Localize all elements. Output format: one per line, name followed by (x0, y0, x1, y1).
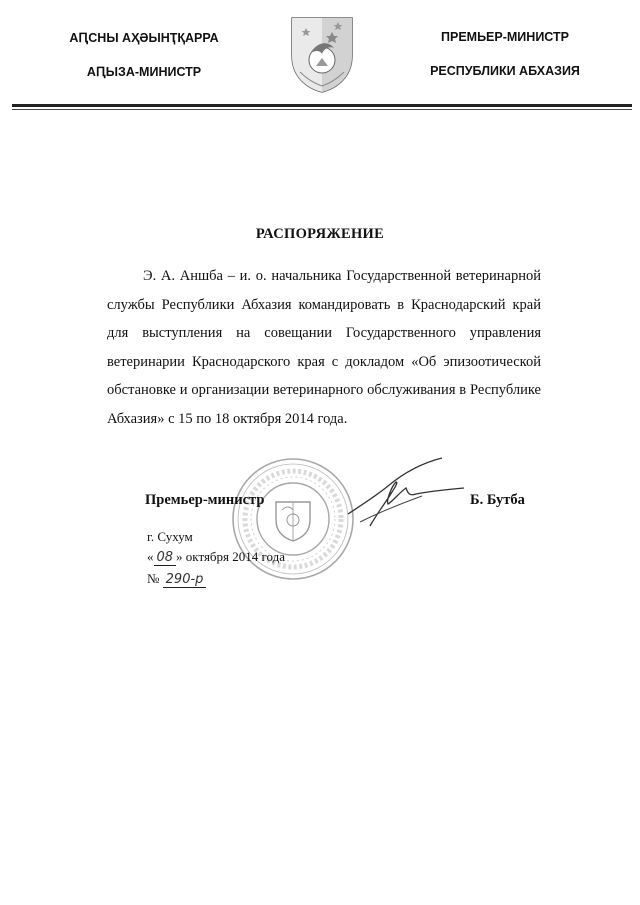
signer-name: Б. Бутба (470, 492, 525, 508)
number-prefix: № (147, 571, 160, 586)
document-number (147, 571, 206, 588)
header-right-line1: ПРЕМЬЕР-МИНИСТР (441, 30, 569, 44)
header-left-line2: АԤЫЗА-МИНИСТР (86, 65, 202, 79)
document-title: РАСПОРЯЖЕНИЕ (255, 226, 385, 242)
header-left-line1: АԤСНЫ АҲӘЫНҬҚАРРА (69, 31, 219, 45)
signer-role: Премьер-министр (145, 492, 265, 508)
date-rest: » октября 2014 года (176, 549, 286, 564)
date-day-handwritten: 08 (154, 551, 177, 566)
document-date (147, 549, 285, 566)
header-right-line2: РЕСПУБЛИКИ АБХАЗИЯ (430, 64, 580, 78)
header-rule-thin (12, 109, 632, 110)
document-body: Э. А. Аншба – и. о. начальника Государственной ветеринарной службы Республики Абхазия командировать в Краснодарский край для выступления на совещании Государственного управления ветеринарии Краснодарского края с докладом «Об эпизоотической обстановке и организации ветеринарного обслуживания в Республике Абхазия» с 15 по 18 октября 2014 года. (107, 268, 541, 427)
handwritten-signature-icon (330, 452, 470, 532)
number-handwritten: 290-р (163, 573, 207, 588)
header-rule-thick (12, 104, 632, 107)
document-place: г. Сухум (147, 529, 193, 544)
coat-of-arms-emblem-icon (288, 14, 356, 94)
date-open-quote: « (147, 549, 154, 564)
